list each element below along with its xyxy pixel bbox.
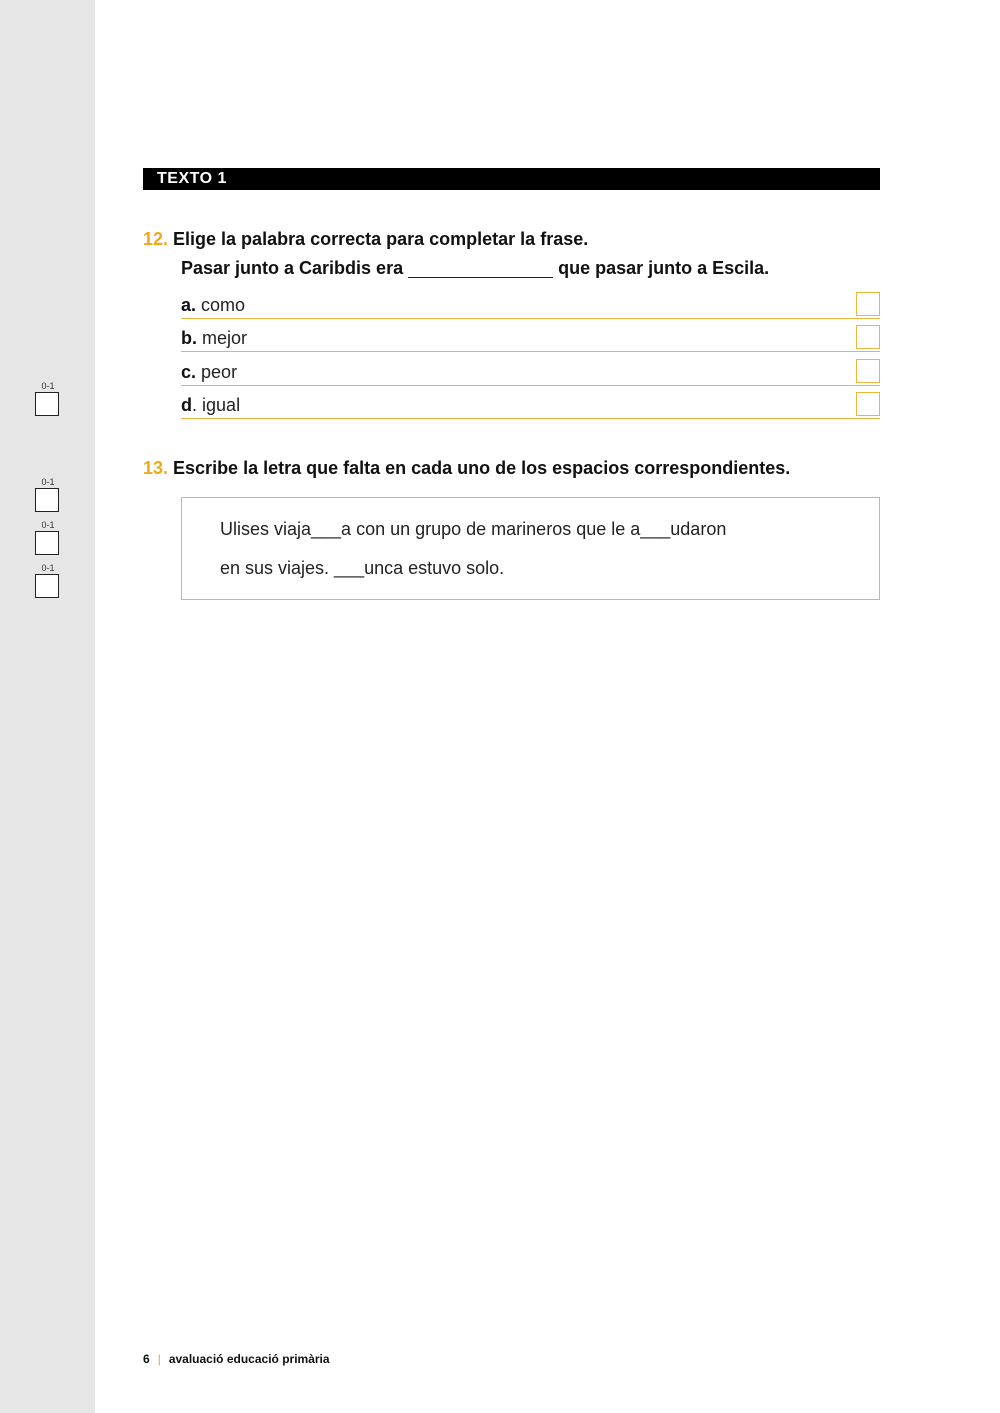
score-q13b [35, 520, 61, 555]
option-checkbox[interactable] [856, 392, 880, 416]
option-checkbox[interactable] [856, 292, 880, 316]
score-label: 0-1 [41, 520, 55, 530]
question-13-title [143, 458, 790, 479]
score-box[interactable] [35, 531, 59, 555]
score-label: 0-1 [41, 381, 55, 391]
page-number: 6 [143, 1352, 150, 1366]
score-box[interactable] [35, 488, 59, 512]
textbox-line-2: en sus viajes. ___unca estuvo solo. [220, 558, 505, 578]
option-b[interactable] [181, 325, 880, 352]
page-footer [143, 1352, 330, 1366]
score-box[interactable] [35, 574, 59, 598]
sentence-start: Pasar junto a Caribdis era [181, 258, 404, 278]
question-number: 12. [143, 229, 169, 249]
option-letter: a. [181, 295, 197, 315]
footer-separator: | [157, 1352, 161, 1366]
fill-in-textbox[interactable] [181, 497, 880, 600]
score-box[interactable] [35, 392, 59, 416]
score-q12 [35, 381, 61, 416]
score-q13a [35, 477, 61, 512]
section-header: TEXTO 1 [143, 168, 880, 190]
answer-blank[interactable] [408, 259, 553, 278]
score-label: 0-1 [41, 477, 55, 487]
sentence-end: que pasar junto a Escila. [558, 258, 770, 278]
option-letter: c. [181, 362, 197, 382]
option-d[interactable] [181, 392, 880, 419]
question-number: 13. [143, 458, 169, 478]
question-12-title [143, 229, 588, 250]
score-label: 0-1 [41, 563, 55, 573]
option-text: mejor [202, 328, 248, 348]
footer-text: avaluació educació primària [168, 1352, 330, 1366]
option-text: peor [201, 362, 238, 382]
option-letter: d [181, 395, 192, 415]
option-letter: b. [181, 328, 197, 348]
question-text: Escribe la letra que falta en cada uno de los espacios correspondientes. [173, 458, 791, 478]
option-text: como [201, 295, 246, 315]
option-checkbox[interactable] [856, 359, 880, 383]
question-text: Elige la palabra correcta para completar la frase. [173, 229, 589, 249]
option-checkbox[interactable] [856, 325, 880, 349]
margin-strip [0, 0, 95, 1413]
option-separator: . [192, 395, 198, 415]
textbox-line-1: Ulises viaja___a con un grupo de marineros que le a___udaron [220, 519, 727, 539]
option-c[interactable] [181, 359, 880, 386]
option-a[interactable] [181, 292, 880, 319]
question-12-sentence [181, 258, 769, 279]
option-text: igual [202, 395, 241, 415]
score-q13c [35, 563, 61, 598]
